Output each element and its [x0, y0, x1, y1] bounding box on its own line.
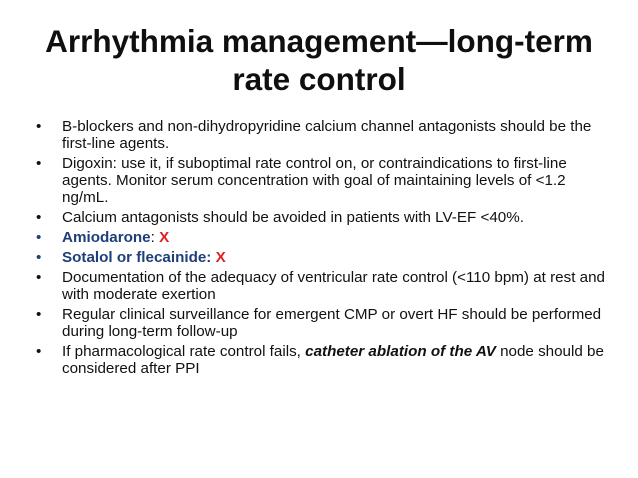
bullet-dot-icon: •: [36, 209, 42, 226]
title-line-2: rate control: [232, 61, 406, 97]
bullet-dot-icon: •: [36, 306, 42, 323]
bullet-dot-icon: •: [36, 343, 42, 360]
slide-title: [20, 22, 618, 98]
contraindicated-mark-icon: X: [159, 229, 170, 246]
bullet-list: [36, 118, 616, 380]
bullet-drug-label: Sotalol or flecainide:: [62, 249, 212, 266]
bullet-item-surveillance: [36, 306, 616, 340]
bullet-drug-label: Amiodarone: [62, 229, 151, 246]
bullet-text: B-blockers and non-dihydropyridine calcium channel antagonists should be the first-line agents.: [62, 118, 592, 152]
bullet-text-pre: If pharmacological rate control fails,: [62, 343, 306, 360]
bullet-dot-icon: •: [36, 249, 42, 266]
bullet-item-calcium-antagonists: [36, 209, 616, 226]
bullet-separator: :: [150, 229, 160, 246]
bullet-item-digoxin: [36, 155, 616, 206]
title-line-1: Arrhythmia management—long-term: [45, 23, 593, 59]
bullet-item-catheter-ablation: [36, 343, 616, 377]
bullet-text: Documentation of the adequacy of ventricular rate control (<110 bpm) at rest and with moderate exertion: [62, 269, 605, 303]
bullet-text: Digoxin: use it, if suboptimal rate control on, or contraindications to first-line agents. Monitor serum concentration with goal of maintaining levels of <1.2 ng/mL.: [62, 155, 567, 206]
contraindicated-mark-icon: X: [215, 249, 226, 266]
bullet-item-documentation: [36, 269, 616, 303]
bullet-dot-icon: •: [36, 155, 42, 172]
bullet-text: Calcium antagonists should be avoided in patients with LV-EF <40%.: [62, 209, 524, 226]
bullet-item-amiodarone: [36, 229, 616, 246]
bullet-item-beta-blockers: [36, 118, 616, 152]
bullet-item-sotalol-flecainide: [36, 249, 616, 266]
bullet-text: Regular clinical surveillance for emergent CMP or overt HF should be performed during long-term follow-up: [62, 306, 602, 340]
bullet-dot-icon: •: [36, 229, 42, 246]
bullet-text-post: node should be considered after PPI: [62, 343, 604, 377]
bullet-text-emphasis: catheter ablation of the AV: [305, 343, 496, 360]
bullet-dot-icon: •: [36, 269, 42, 286]
bullet-dot-icon: •: [36, 118, 42, 135]
